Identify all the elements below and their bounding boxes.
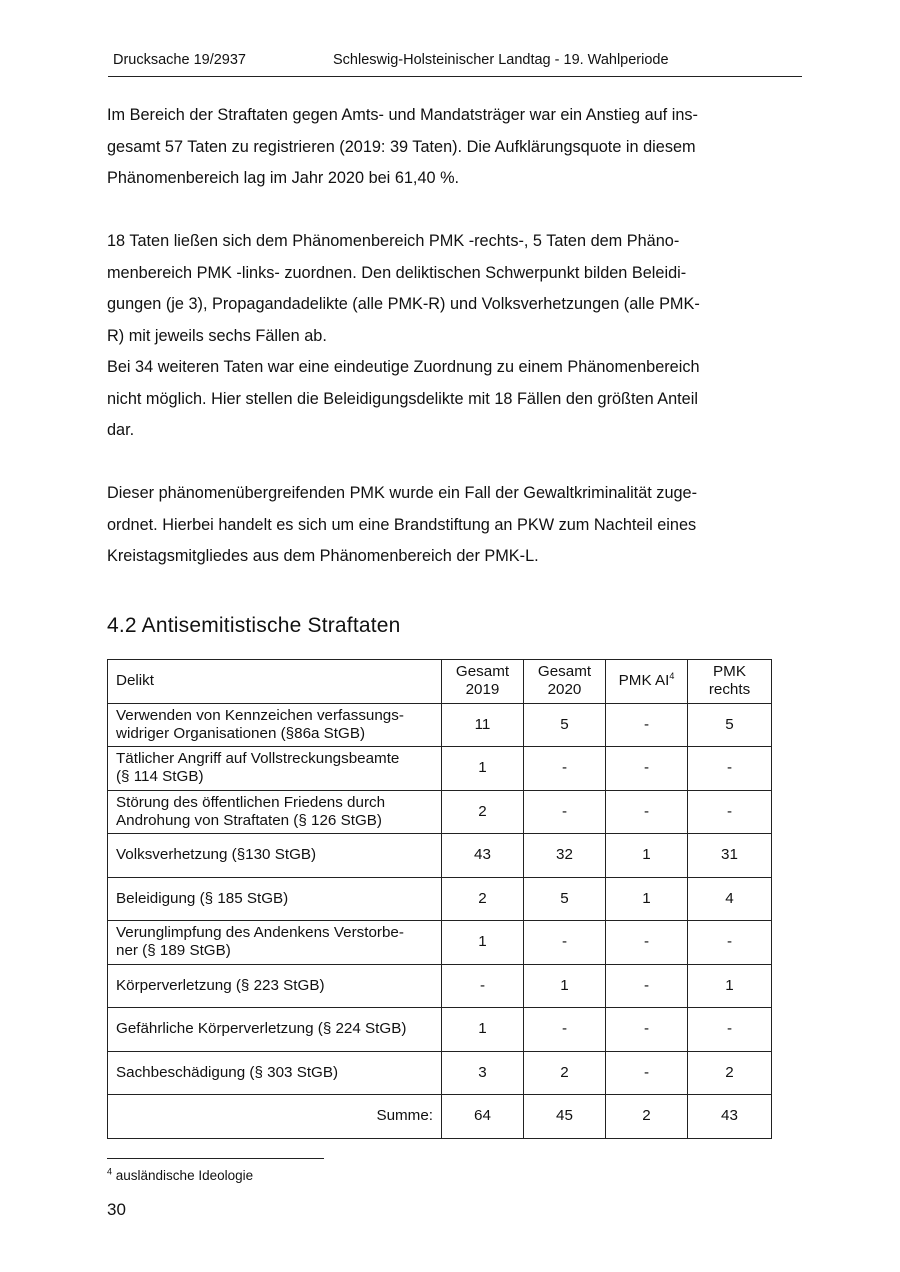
text-line: Bei 34 weiteren Taten war eine eindeutige Zuordnung zu einem Phänomenbereich bbox=[107, 358, 700, 376]
table-row bbox=[108, 747, 772, 791]
sum-gesamt-2020: 45 bbox=[524, 1095, 606, 1139]
sum-gesamt-2019: 64 bbox=[442, 1095, 524, 1139]
cell-gesamt-2019: - bbox=[442, 964, 524, 1008]
sum-label: Summe: bbox=[108, 1095, 442, 1139]
column-header-gesamt-2019 bbox=[442, 660, 524, 704]
delikt-cell: Gefährliche Körperverletzung (§ 224 StGB) bbox=[108, 1008, 442, 1052]
cell-pmk-rechts: 4 bbox=[688, 877, 772, 921]
header-line: PMK bbox=[713, 663, 746, 681]
cell-gesamt-2020: 32 bbox=[524, 834, 606, 878]
cell-gesamt-2020: - bbox=[524, 1008, 606, 1052]
cell-gesamt-2020: 5 bbox=[524, 877, 606, 921]
cell-gesamt-2019: 1 bbox=[442, 921, 524, 965]
cell-pmk-ai: - bbox=[606, 1051, 688, 1095]
header-line: 2020 bbox=[547, 681, 582, 699]
delikt-cell bbox=[108, 703, 442, 747]
text-line: Phänomenbereich lag im Jahr 2020 bei 61,40 %. bbox=[107, 169, 460, 187]
header-line: rechts bbox=[708, 681, 751, 699]
text-line: R) mit jeweils sechs Fällen ab. bbox=[107, 326, 327, 345]
text-line: gesamt 57 Taten zu registrieren (2019: 39 Taten). Die Aufklärungsquote in diesem bbox=[107, 137, 696, 156]
cell-pmk-ai: - bbox=[606, 1008, 688, 1052]
sum-pmk-ai: 2 bbox=[606, 1095, 688, 1139]
table-row bbox=[108, 790, 772, 834]
text-line: gungen (je 3), Propagandadelikte (alle PMK-R) und Volksverhetzungen (alle PMK- bbox=[107, 295, 700, 313]
cell-pmk-ai: - bbox=[606, 964, 688, 1008]
header-line: 2019 bbox=[465, 681, 500, 699]
column-header-delikt: Delikt bbox=[108, 660, 442, 704]
column-header-gesamt-2020 bbox=[524, 660, 606, 704]
cell-pmk-rechts: - bbox=[688, 790, 772, 834]
publisher-title: Schleswig-Holsteinischer Landtag - 19. Wahlperiode bbox=[333, 52, 669, 68]
text-line: dar. bbox=[107, 421, 135, 439]
delikt-cell: Sachbeschädigung (§ 303 StGB) bbox=[108, 1051, 442, 1095]
footnote-text: ausländische Ideologie bbox=[112, 1168, 254, 1183]
cell-pmk-rechts: 1 bbox=[688, 964, 772, 1008]
table-header-row bbox=[108, 660, 772, 704]
paragraph-1 bbox=[107, 100, 771, 195]
cell-pmk-rechts: 31 bbox=[688, 834, 772, 878]
section-title: 4.2 Antisemitistische Straftaten bbox=[107, 614, 401, 637]
cell-gesamt-2020: - bbox=[524, 790, 606, 834]
delikt-line: Androhung von Straftaten (§ 126 StGB) bbox=[116, 811, 382, 829]
cell-gesamt-2019: 43 bbox=[442, 834, 524, 878]
cell-pmk-rechts: 5 bbox=[688, 703, 772, 747]
delikt-line: Verunglimpfung des Andenkens Verstorbe- bbox=[116, 924, 404, 942]
text-line: 18 Taten ließen sich dem Phänomenbereich PMK -rechts-, 5 Taten dem Phäno- bbox=[107, 232, 680, 250]
cell-gesamt-2020: 2 bbox=[524, 1051, 606, 1095]
cell-pmk-rechts: - bbox=[688, 921, 772, 965]
page-header bbox=[108, 52, 802, 77]
header-line: PMK AI bbox=[618, 672, 670, 690]
document-number: Drucksache 19/2937 bbox=[113, 52, 246, 68]
delikt-cell bbox=[108, 921, 442, 965]
delikt-line: ner (§ 189 StGB) bbox=[116, 942, 231, 960]
cell-pmk-rechts: - bbox=[688, 1008, 772, 1052]
delikt-line: Tätlicher Angriff auf Vollstreckungsbeamte bbox=[116, 750, 400, 768]
footnote-number: 4 bbox=[107, 1166, 113, 1177]
cell-gesamt-2020: - bbox=[524, 921, 606, 965]
cell-gesamt-2020: - bbox=[524, 747, 606, 791]
header-line: Gesamt bbox=[455, 663, 510, 681]
delikt-line: (§ 114 StGB) bbox=[116, 768, 204, 786]
statistics-table bbox=[107, 659, 772, 1139]
delikt-cell bbox=[108, 790, 442, 834]
table-row bbox=[108, 1051, 772, 1095]
page-number: 30 bbox=[107, 1200, 126, 1219]
delikt-cell: Beleidigung (§ 185 StGB) bbox=[108, 877, 442, 921]
footnote-marker: 4 bbox=[669, 671, 675, 682]
table-row bbox=[108, 921, 772, 965]
cell-gesamt-2019: 2 bbox=[442, 790, 524, 834]
table-row bbox=[108, 877, 772, 921]
delikt-cell: Körperverletzung (§ 223 StGB) bbox=[108, 964, 442, 1008]
text-line: ordnet. Hierbei handelt es sich um eine Brandstiftung an PKW zum Nachteil eines bbox=[107, 515, 697, 534]
cell-gesamt-2020: 5 bbox=[524, 703, 606, 747]
cell-pmk-ai: - bbox=[606, 703, 688, 747]
paragraph-2 bbox=[107, 226, 771, 447]
cell-gesamt-2019: 1 bbox=[442, 1008, 524, 1052]
cell-gesamt-2019: 11 bbox=[442, 703, 524, 747]
paragraph-3 bbox=[107, 478, 771, 573]
cell-pmk-ai: - bbox=[606, 921, 688, 965]
text-line: Dieser phänomenübergreifenden PMK wurde ein Fall der Gewaltkriminalität zuge- bbox=[107, 484, 698, 502]
cell-gesamt-2019: 3 bbox=[442, 1051, 524, 1095]
cell-gesamt-2019: 2 bbox=[442, 877, 524, 921]
table-sum-row bbox=[108, 1095, 772, 1139]
delikt-line: widriger Organisationen (§86a StGB) bbox=[116, 724, 366, 742]
text-line: Kreistagsmitgliedes aus dem Phänomenbereich der PMK-L. bbox=[107, 547, 539, 565]
column-header-pmk-rechts bbox=[688, 660, 772, 704]
cell-pmk-ai: - bbox=[606, 747, 688, 791]
footnote-divider bbox=[107, 1158, 324, 1159]
cell-pmk-ai: 1 bbox=[606, 877, 688, 921]
text-line: nicht möglich. Hier stellen die Beleidigungsdelikte mit 18 Fällen den größten Anteil bbox=[107, 389, 698, 408]
table-row bbox=[108, 1008, 772, 1052]
cell-pmk-rechts: - bbox=[688, 747, 772, 791]
delikt-cell bbox=[108, 747, 442, 791]
table-row bbox=[108, 964, 772, 1008]
text-line: menbereich PMK -links- zuordnen. Den deliktischen Schwerpunkt bilden Beleidi- bbox=[107, 263, 687, 282]
table-row bbox=[108, 834, 772, 878]
delikt-line: Störung des öffentlichen Friedens durch bbox=[116, 793, 386, 811]
cell-pmk-ai: - bbox=[606, 790, 688, 834]
header-line: Gesamt bbox=[537, 663, 592, 681]
text-line: Im Bereich der Straftaten gegen Amts- und Mandatsträger war ein Anstieg auf ins- bbox=[107, 106, 698, 124]
column-header-pmk-ai bbox=[606, 660, 688, 704]
cell-pmk-ai: 1 bbox=[606, 834, 688, 878]
table-row bbox=[108, 703, 772, 747]
cell-pmk-rechts: 2 bbox=[688, 1051, 772, 1095]
cell-gesamt-2019: 1 bbox=[442, 747, 524, 791]
cell-gesamt-2020: 1 bbox=[524, 964, 606, 1008]
sum-pmk-rechts: 43 bbox=[688, 1095, 772, 1139]
delikt-cell: Volksverhetzung (§130 StGB) bbox=[108, 834, 442, 878]
delikt-line: Verwenden von Kennzeichen verfassungs- bbox=[116, 706, 404, 724]
footnote bbox=[107, 1168, 253, 1183]
